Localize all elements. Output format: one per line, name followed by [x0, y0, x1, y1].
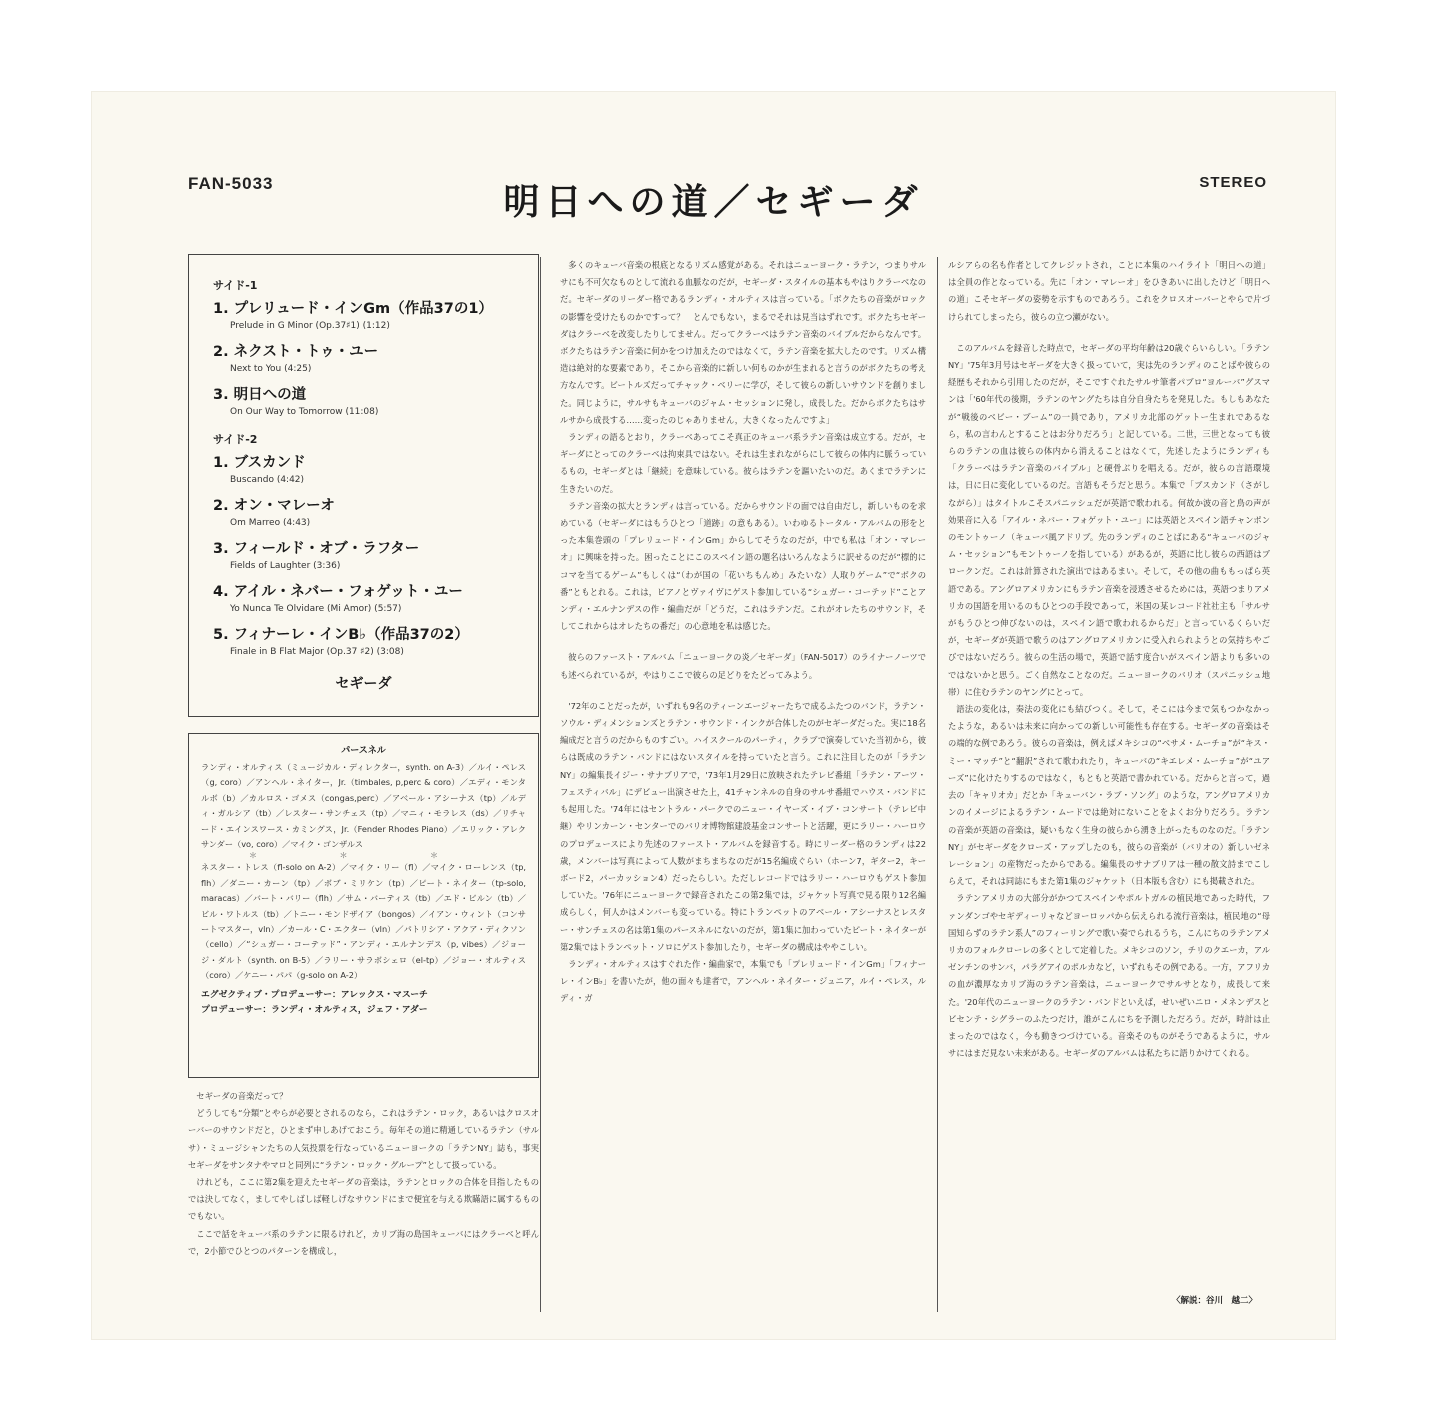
- tracklist-box: [188, 254, 539, 717]
- paragraph: 多くのキューバ音楽の根底となるリズム感覚がある。それはニューヨーク・ラテン，つまりサルサにも不可欠なものとして流れる血脈なのだが，セギーダ・スタイルの基本もやはりクラーベなのだ。セギーダのリーダー格であるランディ・オルティスは言っている。「ボクたちの音楽がロックの影響を受けたものかですって？ とんでもない，まるでそれは見当はずれです。ボクたちセギーダはクラーベを改変したりしてません。だってクラーベはラテン音楽のバイブルだからなんです。ボクたちはラテン音楽に何かをつけ加えたのではなくて，ラテン音楽を拡大したのです。リズム構造は絶対的な要素であり，そこから音楽的に新しい何ものかが生まれると言うのがボクたちの考え方なんです。ビートルズだってチャック・ベリーに学び，そして彼らの新しいサウンドを創りました。同じように，サルサもキューバのジャム・セッションに発し，成長した。だからボクたちはサルサから成長する……変ったのじゃありません，大きくなったんですよ」: [560, 260, 926, 425]
- paragraph: ラテンアメリカの大部分がかつてスペインやポルトガルの植民地であった時代，ファンダンゴやセギディーリャなどヨーロッパから伝えられる流行音楽は，植民地の“母国知らずのラテン系人”のフィーリングで歌い奏でられるうち，こんにちのラテンアメリカのフォルクローレの多くとして定着した。メキシコのソン，チリのクエーカ，アルゼンチンのサンバ，パラグアイのポルカなど，いずれもその例である。一方，アフリカの血が濃厚なカリブ海のラテン音楽は，ニューヨークでサルサとなり，成長して来た。'20年代のニューヨークのラテン・バンドといえば，せいぜいニロ・メネンデスとビセンテ・シグラーのふたつだけ，誰がこんにちを予測しただろう。だが，時計は止まったのではなく，今も動きつづけている。音楽そのものがそうであるように，サルサにはまだ見ない未来がある。セギーダのアルバムは私たちに語りかけてくれる。: [948, 893, 1270, 1059]
- paragraph: どうしても“分類”とやらが必要とされるのなら，これはラテン・ロック，あるいはクロスオーバーのサウンドだと，ひとまず申しあげておこう。毎年その道に精通しているラテン（サルサ）・ミュージシャンたちの人気投票を行なっているニューヨークの「ラテンNY」誌も，事実セギーダをサンタナやマロと同列に“ラテン・ロック・グループ”として扱っている。: [188, 1108, 539, 1170]
- commentary-credit: 〈解説：谷川 越二〉: [1172, 1296, 1258, 1306]
- paragraph: 語法の変化は，奏法の変化にも結びつく。そして，そこには今まで気もつかなかったような，あるいは未来に向かっての新しい可能性も存在する。セギーダの音楽はその端的な例であろう。彼らの音楽は，例えばメキシコの“ベサメ・ムーチョ”が“キス・ミー・マッチ”と“翻訳”されて歌われたり，キューバの“キエレメ・ムーチョ”が“ユアーズ”に化けたりするのではなく，もともと英語で書かれている。だからと言って，過去の「キャリオカ」だとか「キューバン・ラブ・ソング」のような，アングロアメリカンのイメージによるラテン・ムードでは絶対にないことをよくお分りだろう。ラテンの音楽が英語の音楽は，疑いもなく生身の彼らから湧き上がったものなのだ。「ラテンNY」がセギーダをクローズ・アップしたのも，彼らの音楽が（バリオの）新しいゼネレーション」の産物だったからである。編集長のサナブリアは一種の散文詩までこしらえて，それは同誌にもまた第1集のジャケット（日本版も含む）にも掲載された。: [948, 704, 1270, 887]
- track-title-en: Next to You (4:25): [230, 364, 312, 374]
- track-title-en: Yo Nunca Te Olvidare (Mi Amor) (5:57): [230, 604, 402, 614]
- paragraph: 彼らのファースト・アルバム「ニューヨークの炎／セギーダ」（FAN-5017）のライナーノーツでも述べられているが，やはりここで彼らの足どりをたどってみよう。: [560, 652, 926, 680]
- catalog-number: FAN-5033: [188, 174, 274, 193]
- track-title-en: Prelude in G Minor (Op.37♯1) (1:12): [230, 321, 390, 331]
- track-item: [213, 539, 514, 573]
- liner-notes-left: [188, 1088, 539, 1260]
- artist-name: セギーダ: [335, 676, 392, 692]
- paragraph: ここで話をキューバ系のラテンに限るけれど，カリブ海の島国キューバにはクラーベと呼んで，2小節でひとつのパターンを構成し，: [188, 1228, 539, 1256]
- track-title-jp: 3. 明日への道: [213, 387, 307, 403]
- paragraph: セギーダの音楽だって？: [196, 1091, 288, 1101]
- format-label: STEREO: [1199, 174, 1267, 191]
- executive-producer: エグゼクティブ・プロデューサー：アレックス・マスーチ: [201, 989, 428, 1000]
- liner-notes-right: [948, 257, 1270, 1062]
- track-item: [213, 299, 514, 333]
- track-title-jp: 1. ブスカンド: [213, 455, 306, 471]
- personnel-list: ネスター・トレス（fl-solo on A-2）／マイク・リー（fl）／マイク・ローレンス（tp, flh）／ダニー・カーン（tp）／ボブ・ミリケン（tp）／ピート・ネイター（tp-solo, maracas）／バート・バリー（flh）／サム・バーティス（tb）／エド・ビルン（tb）／ビル・ワトルス（tb）／トニー・モンドザイア（bongos）／イアン・ウィント（コンサートマスター，vln）／カール・C・エクター（vln）／パトリシア・アクア・ディクソン（cello）／“シュガー・コーテッド”・アンディ・エルナンデス（p, vibes）／ジョージ・ダルト（synth. on B-5）／ラリー・サラボシェロ（el-tp）／ジョー・オルティス（coro）／ケニー・パパ（g-solo on A-2）: [201, 862, 526, 981]
- album-sheet: [92, 92, 1335, 1339]
- paragraph: '72年のことだったが，いずれも9名のティーンエージャーたちで成るふたつのバンド，ラテン・ソウル・ディメンションズとラテン・サウンド・インクが合体したのがセギーダだった。実に18名編成だと言うのだからものすごい。ハイスクールのパーティ，クラブで演奏していた当初から，彼らは既成のラテン・バンドにはないスタイルを持っていたと言う。これに注目したのが「ラテンNY」の編集長イジー・サナブリアで，'73年1月29日に放映されたテレビ番組「ラテン・アーツ・フェスティバル」にデビュー出演させた上，41チャンネルの自身のサルサ番組でハウス・バンドにも起用した。'74年にはセントラル・パークでのニュー・イヤーズ・イブ・コンサート（テレビ中継）やリンカーン・センターでのバリオ博物館建設基金コンサートと活躍，更にラリー・ハーロウのプロデュースにより先述のファースト・アルバムを録音する。時にリーダー格のランディは22歳，メンバーは写真によって人数がまちまちなのだが15名編成ぐらい（ホーン7，ギター2，キーボード2，パーカッション4）だったらしい。ただしレコードではラリー・ハーロウもゲスト参加していた。'76年にニューヨークで録音されたこの第2集では，ジャケット写真で見る限り12名編成らしく，何人かはメンバーも変っている。特にトランペットのアベール・アシーナスとレスター・サンチェスの名は第1集のパースネルにないのだが，第1集に加わっていたピート・ネイターが第2集ではトランペット・ソロにゲスト参加したり，セギーダの構成はややこしい。: [560, 700, 926, 952]
- track-title-en: Finale in B Flat Major (Op.37 ♯2) (3:08): [230, 647, 404, 657]
- paragraph: ルシアらの名も作者としてクレジットされ，ことに本集のハイライト「明日への道」は全員の作となっている。先に「オン・マレーオ」をひきあいに出したけど「明日への道」こそセギーダの姿勢を示すものであろう。これをクロスオーバーとやらで片づけられてしまったら，彼らの立つ瀬がない。: [948, 260, 1270, 322]
- track-item: [213, 342, 514, 376]
- paragraph: ランディの語るとおり，クラーベあってこそ真正のキューバ系ラテン音楽は成立する。だが，セギーダにとってのクラーベは拘束具ではない。それは生まれながらにして彼らの体内に脈うっているもの，セギーダとは「継続」を意味している。彼らはラテンを謳いたいのだ。あくまでラテンに生きたいのだ。: [560, 432, 926, 494]
- side2-label: サイド-2: [213, 433, 258, 446]
- track-item: [213, 496, 514, 530]
- personnel-title: パースネル: [341, 746, 386, 756]
- track-title-jp: 1. プレリュード・インGm（作品37の1）: [213, 301, 493, 317]
- track-title-en: On Our Way to Tomorrow (11:08): [230, 407, 379, 417]
- track-title-en: Om Marreo (4:43): [230, 518, 311, 528]
- paragraph: ランディ・オルティスはすぐれた作・編曲家で，本集でも「プレリュード・インGm」「フィナーレ・インB♭」を書いたが，他の面々も達者で，アンヘル・ネイター・ジュニア，ルイ・ペレス，ルディ・ガ: [560, 958, 926, 1004]
- personnel-box: [188, 733, 539, 1078]
- track-item: [213, 625, 514, 659]
- track-title-jp: 2. ネクスト・トゥ・ユー: [213, 344, 379, 360]
- album-title: 明日への道／セギーダ: [503, 182, 924, 223]
- track-title-en: Buscando (4:42): [230, 475, 305, 485]
- liner-notes-middle: [560, 257, 926, 1008]
- personnel-separator: ＊ ＊ ＊: [248, 851, 479, 861]
- track-title-jp: 2. オン・マレーオ: [213, 498, 335, 514]
- column-divider: [937, 257, 938, 1312]
- column-divider: [540, 257, 541, 1312]
- track-title-en: Fields of Laughter (3:36): [230, 561, 341, 571]
- track-item: [213, 582, 514, 616]
- track-item: [213, 385, 514, 419]
- track-title-jp: 3. フィールド・オブ・ラフター: [213, 541, 420, 557]
- producer: プロデューサー：ランディ・オルティス，ジェフ・アダー: [201, 1004, 428, 1015]
- track-item: [213, 453, 514, 487]
- track-title-jp: 5. フィナーレ・インB♭（作品37の2）: [213, 627, 469, 643]
- paragraph: このアルバムを録音した時点で，セギーダの平均年齢は20歳ぐらいらしい。「ラテンNY」'75年3月号はセギーダを大きく扱っていて，実は先のランディのことばや彼らの経歴もそれから引用したのだが，そこですぐれたサルサ筆者パブロ“ヨルーバ”グスマンは「'60年代の後期，ラテンのヤングたちは自分自身たちを発見した。もしもあなたが“戦後のベビー・ブーム”の一員であり，アメリカ北部のゲットー生まれであるなら，私の言わんとすることはお分りだろう」と記している。二世，三世となっても彼らのラテンの血は彼らの体内から消えることはなくて，先述したようにランディも「クラーベはラテン音楽のバイブル」と硬骨ぶりを唱える。だが，彼らの言語環境は，日に日に変化しているのだ。言語もそうだと思う。本集で「ブスカンド（さがしながら）」はタイトルこそスパニッシュだが英語で歌われる。何故か波の音と鳥の声が効果音に入る「アイル・ネバー・フォゲット・ユー」には英語とスペイン語チャンポンのモントゥーノ（キューバ風アドリブ。先のランディのことばにある“キューバのジャム・セッション”もモントゥーノを指している）があるが，英語に比し彼らの西語はブロークンだ。これは計算された演出ではあるまい。そして，その他の曲ももっぱら英語である。アングロアメリカンにもラテン音楽を浸透させるためには，英語つまりアメリカの国語を用いるのもひとつの手段であって，米国の某レコード社社主も「サルサがもうひとつ伸びないのは，スペイン語で歌われるからだ」と言っているくらいだが，セギーダが英語で歌うのはアングロアメリカンに受入れられようとの気持ちやごびではないだろう。彼らの生活の場で，英語で話す度合いがスペイン語よりも多いのではないかと思う。ごく自然なことなのだ。ニューヨークのバリオ（スパニッシュ地帯）に住むラテンのヤングにとって。: [948, 342, 1270, 697]
- track-title-jp: 4. アイル・ネバー・フォゲット・ユー: [213, 584, 463, 600]
- personnel-list: ランディ・オルティス（ミュージカル・ディレクター，synth. on A-3）／ルイ・ペレス（g, coro）／アンヘル・ネイター，Jr.（timbales, p,perc & coro）／エディ・モンタルボ（b）／カルロス・ゴメス（congas,perc）／アベール・アシーナス（tp）／ルディ・ガルシア（tb）／レスター・サンチェス（tp）／マニィ・モラレス（ds）／リチャード・エインスワース・カミングス，Jr.（Fender Rhodes Piano）／エリック・アレクサンダー（vo, coro）／マイク・ゴンザルス: [201, 762, 526, 850]
- paragraph: けれども，ここに第2集を迎えたセギーダの音楽は，ラテンとロックの合体を目指したものでは決してなく，ましてやしばしば軽しげなサウンドにまで便宜を与える欺瞞語に属するものでもない。: [188, 1177, 539, 1222]
- side1-label: サイド-1: [213, 279, 258, 292]
- paragraph: ラテン音楽の拡大とランディは言っている。だからサウンドの面では自由だし，新しいものを求めている（セギーダにはもうひとつ「道跡」の意もある）。いわゆるトータル・アルバムの形をとった本集巻頭の「プレリュード・インGm」からしてそうなのだが，中でも私は「オン・マレーオ」に興味を持った。困ったことにこのスペイン語の題名はいろんなように訳せるのだが“標的にコマを当てるゲーム”もしくは“（わが国の「花いちもんめ」みたいな）人取りゲーム”で“ボクの番”ともとれる。これは，ピアノとヴァイヴにゲスト参加している“シュガー・コーテッド”ことアンディ・エルナンデスの作・編曲だが「どうだ，これはラテンだ。これがオレたちのサウンド，そしてこれからはオレたちの番だ」の心意地を私は感じた。: [560, 500, 926, 632]
